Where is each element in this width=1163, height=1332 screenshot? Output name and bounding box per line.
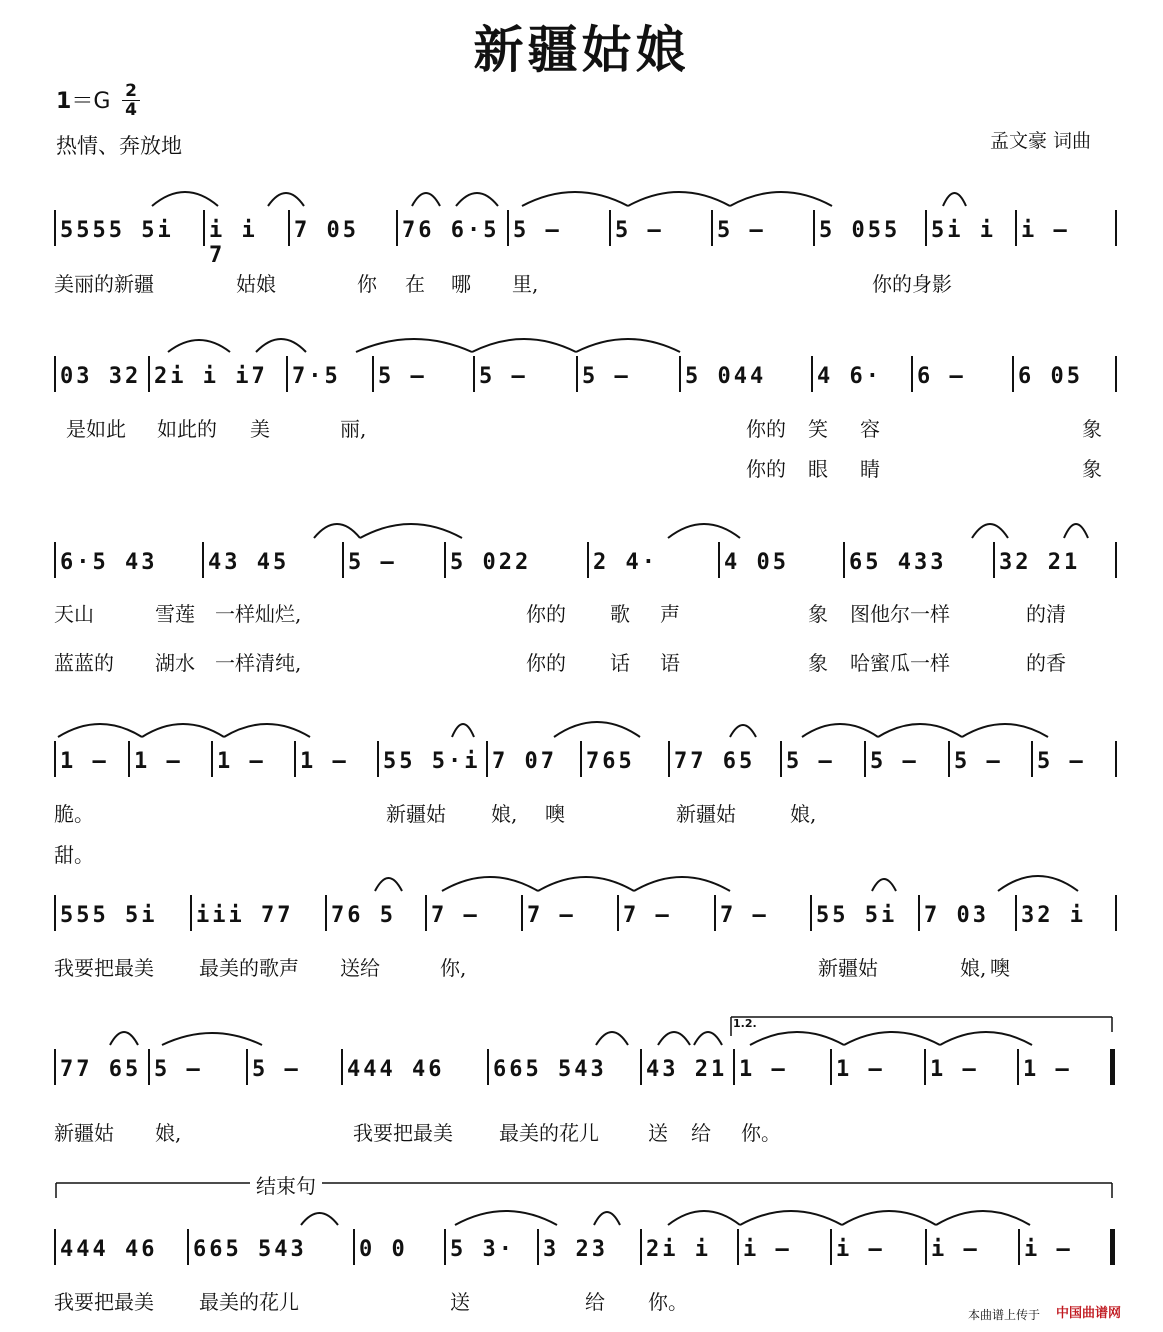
- slur: [168, 340, 230, 352]
- lyric-word: 图他尔一样: [850, 602, 950, 626]
- slur: [538, 877, 634, 891]
- measure: 32 i: [1021, 903, 1086, 928]
- lyric-word: 歌: [610, 602, 630, 626]
- bar-line: [711, 210, 713, 246]
- measure: 65 433: [849, 550, 947, 575]
- bar-line: [148, 356, 150, 392]
- bar-line: [372, 356, 374, 392]
- lyric-word: 你。: [741, 1121, 781, 1145]
- measure: 4 6·: [817, 364, 882, 389]
- slur: [268, 193, 304, 206]
- bar-line: [1015, 895, 1017, 931]
- bar-line: [813, 210, 815, 246]
- measure: 1 –: [60, 749, 109, 774]
- slur: [412, 193, 440, 206]
- lyric-word: 美丽的新疆: [54, 272, 154, 296]
- bar-line: [444, 542, 446, 578]
- lyric-word: 你的身影: [872, 272, 952, 296]
- lyric-word: 哈蜜瓜一样: [850, 651, 950, 675]
- measure: 3 23: [543, 1237, 608, 1262]
- bar-line: [918, 895, 920, 931]
- bar-line: [925, 210, 927, 246]
- bar-line: [714, 895, 716, 931]
- measure: 32 21: [999, 550, 1081, 575]
- measure: 1 –: [930, 1057, 979, 1082]
- slur: [142, 724, 224, 737]
- bar-line: [54, 210, 56, 246]
- measure: 6 05: [1018, 364, 1083, 389]
- measure: 4 05: [724, 550, 789, 575]
- measure: 76 5: [331, 903, 396, 928]
- song-title: 新疆姑娘: [473, 20, 690, 79]
- measure: 555 5i: [60, 903, 158, 928]
- measure: 7 03: [924, 903, 989, 928]
- measure: 5 –: [252, 1057, 301, 1082]
- measure: 7 –: [623, 903, 672, 928]
- measure: 5 –: [348, 550, 397, 575]
- measure: i –: [931, 1237, 980, 1262]
- lyric-word: 你的: [746, 417, 786, 441]
- lyric-word: 送给: [340, 956, 380, 980]
- measure: iii 77: [196, 903, 294, 928]
- bar-line: [507, 210, 509, 246]
- bar-line: [288, 210, 290, 246]
- slur: [730, 192, 832, 206]
- lyric-word: 在: [405, 272, 425, 296]
- bar-line: [342, 542, 344, 578]
- bar-line: [537, 1229, 539, 1265]
- slur: [452, 724, 474, 737]
- lyric-word: 话: [610, 651, 630, 675]
- slur: [802, 724, 878, 737]
- lyric-word: 哪: [451, 272, 471, 296]
- slur: [628, 192, 730, 206]
- lyric-word: 天山: [54, 602, 94, 626]
- bar-line: [1015, 210, 1017, 246]
- measure: 5 –: [513, 218, 562, 243]
- bar-line: [580, 741, 582, 777]
- bar-line: [396, 210, 398, 246]
- slur: [522, 192, 628, 206]
- slur: [576, 339, 680, 352]
- measure: i –: [743, 1237, 792, 1262]
- bar-line: [1012, 356, 1014, 392]
- lyric-word: 娘,: [155, 1121, 182, 1145]
- slur: [256, 339, 306, 352]
- lyric-word: 蓝蓝的: [54, 651, 114, 675]
- bar-line: [830, 1229, 832, 1265]
- staff-line-1: [0, 206, 1163, 268]
- lyric-row-4-2: [0, 839, 1163, 869]
- slur: [456, 193, 498, 206]
- bar-line: [486, 741, 488, 777]
- slur: [668, 1211, 740, 1225]
- bar-line: [733, 1049, 735, 1085]
- measure: 1 –: [1023, 1057, 1072, 1082]
- slur: [375, 878, 402, 891]
- bar-line: [640, 1229, 642, 1265]
- lyric-word: 送: [450, 1290, 470, 1314]
- lyric-word: 我要把最美: [54, 956, 154, 980]
- bar-line: [353, 1229, 355, 1265]
- bar-line: [1115, 895, 1117, 931]
- slur: [972, 524, 1008, 538]
- bar-line: [203, 210, 205, 246]
- staff-line-4: [0, 737, 1163, 781]
- lyric-row-2-2: [0, 453, 1163, 483]
- slur: [872, 879, 896, 891]
- bar-line: [54, 895, 56, 931]
- lyric-word: 给: [691, 1121, 711, 1145]
- bar-line: [54, 741, 56, 777]
- lyric-word: 你: [357, 272, 377, 296]
- measure: 5i i: [931, 218, 996, 243]
- lyric-word: 象: [1082, 417, 1102, 441]
- bar-line: [341, 1049, 343, 1085]
- bar-line: [190, 895, 192, 931]
- lyric-word: 你的: [526, 602, 566, 626]
- measure: 1 –: [836, 1057, 885, 1082]
- lyric-word: 语: [660, 651, 680, 675]
- bar-line: [325, 895, 327, 931]
- staff-line-6: [0, 1045, 1163, 1089]
- measure: 5 –: [378, 364, 427, 389]
- bar-line: [679, 356, 681, 392]
- lyric-word: 你的: [526, 651, 566, 675]
- slur: [844, 1032, 940, 1045]
- lyric-row-4-1: [0, 798, 1163, 828]
- measure: 5 –: [717, 218, 766, 243]
- slur: [943, 193, 966, 206]
- lyric-word: 象: [808, 651, 828, 675]
- bar-line: [1115, 741, 1117, 777]
- staff-line-5: [0, 891, 1163, 935]
- slur: [842, 1211, 936, 1225]
- lyric-word: 娘,: [491, 802, 518, 826]
- bar-line: [1031, 741, 1033, 777]
- ending-section-label: 结束句: [250, 1170, 322, 1199]
- measure: 5555 5i: [60, 218, 174, 243]
- lyric-word: 美: [250, 417, 270, 441]
- bar-line: [187, 1229, 189, 1265]
- measure: i i 7: [209, 218, 258, 268]
- measure: 665 543: [493, 1057, 607, 1082]
- slur: [740, 1211, 842, 1225]
- lyric-row-1-1: [0, 268, 1163, 298]
- bar-line: [54, 1049, 56, 1085]
- measure: 2 4·: [593, 550, 658, 575]
- lyric-word: 容: [860, 417, 880, 441]
- lyric-word: 噢: [990, 956, 1010, 980]
- bar-line: [521, 895, 523, 931]
- lyric-word: 我要把最美: [54, 1290, 154, 1314]
- measure: i –: [1024, 1237, 1073, 1262]
- measure: 5 –: [870, 749, 919, 774]
- bar-line: [1115, 356, 1117, 392]
- bar-line: [911, 356, 913, 392]
- lyric-word: 给: [585, 1290, 605, 1314]
- bar-line: [286, 356, 288, 392]
- measure: 7 –: [720, 903, 769, 928]
- bar-line: [202, 542, 204, 578]
- lyric-word: 我要把最美: [353, 1121, 453, 1145]
- lyric-row-6-1: [0, 1117, 1163, 1147]
- lyric-word: 最美的花儿: [499, 1121, 599, 1145]
- bar-line: [864, 741, 866, 777]
- lyric-word: 声: [660, 602, 680, 626]
- bar-line: [587, 542, 589, 578]
- measure: i –: [836, 1237, 885, 1262]
- lyric-word: 新疆姑: [54, 1121, 114, 1145]
- measure: 03 32: [60, 364, 142, 389]
- slur: [750, 1032, 844, 1045]
- bar-line: [425, 895, 427, 931]
- key-signature: [56, 84, 110, 115]
- lyric-word: 最美的花儿: [199, 1290, 299, 1314]
- key-equals: ＝G: [71, 89, 111, 114]
- site-logo: 中国曲谱网: [1056, 1306, 1122, 1321]
- measure: 77 65: [60, 1057, 142, 1082]
- bar-line: [617, 895, 619, 931]
- bar-line: [1115, 210, 1117, 246]
- lyric-word: 新疆姑: [818, 956, 878, 980]
- bar-line: [924, 1049, 926, 1085]
- bar-line: [1110, 1229, 1115, 1265]
- staff-line-3: [0, 538, 1163, 582]
- measure: 5 055: [819, 218, 901, 243]
- measure: i –: [1021, 218, 1070, 243]
- lyric-word: 一样灿烂,: [215, 602, 302, 626]
- slur: [110, 1032, 138, 1045]
- bar-line: [993, 542, 995, 578]
- bar-line: [609, 210, 611, 246]
- lyric-word: 送: [648, 1121, 668, 1145]
- slur: [360, 524, 462, 538]
- lyric-word: 的香: [1026, 651, 1066, 675]
- lyric-word: 丽,: [340, 417, 367, 441]
- slur: [730, 725, 756, 737]
- bar-line: [1018, 1229, 1020, 1265]
- key-mark: 1: [56, 89, 72, 114]
- lyric-word: 湖水: [155, 651, 195, 675]
- slur: [301, 1213, 338, 1225]
- lyric-word: 是如此: [66, 417, 126, 441]
- measure: 7 –: [527, 903, 576, 928]
- slur: [1064, 524, 1088, 538]
- lyric-word: 你的: [746, 457, 786, 481]
- slur: [878, 724, 962, 737]
- bar-line: [487, 1049, 489, 1085]
- lyric-word: 睛: [860, 457, 880, 481]
- lyric-row-5-1: [0, 952, 1163, 982]
- measure: 444 46: [60, 1237, 158, 1262]
- slur: [162, 1033, 262, 1045]
- slur: [694, 1032, 722, 1045]
- measure: 7 07: [492, 749, 557, 774]
- time-signature: [122, 82, 140, 119]
- slur: [594, 1212, 620, 1225]
- lyric-word: 雪莲: [155, 602, 195, 626]
- bar-line: [211, 741, 213, 777]
- staff-line-2: [0, 352, 1163, 396]
- lyric-word: 甜。: [54, 843, 94, 867]
- bar-line: [925, 1229, 927, 1265]
- lyric-word: 娘,: [790, 802, 817, 826]
- measure: 0 0: [359, 1237, 408, 1262]
- bar-line: [948, 741, 950, 777]
- time-sig-bottom: 4: [122, 100, 140, 119]
- lyric-word: 娘,: [960, 956, 987, 980]
- slur: [455, 1211, 557, 1225]
- bar-line: [830, 1049, 832, 1085]
- lyric-word: 姑娘: [236, 272, 276, 296]
- tempo-marking: 热情、奔放地: [56, 134, 182, 158]
- measure: 5 –: [615, 218, 664, 243]
- volta-label: 1.2.: [733, 1017, 757, 1030]
- measure: 5 –: [154, 1057, 203, 1082]
- measure: 7 –: [431, 903, 480, 928]
- slur: [634, 877, 730, 891]
- bar-line: [811, 356, 813, 392]
- measure: 76 6·5: [402, 218, 500, 243]
- lyric-row-3-2: [0, 647, 1163, 677]
- measure: 765: [586, 749, 635, 774]
- lyric-word: 脆。: [54, 802, 94, 826]
- slur: [998, 876, 1078, 891]
- measure: 5 3·: [450, 1237, 515, 1262]
- bar-line: [54, 542, 56, 578]
- slur: [596, 1032, 628, 1045]
- bar-line: [843, 542, 845, 578]
- bar-line: [473, 356, 475, 392]
- upload-credit: 本曲谱上传于: [968, 1308, 1041, 1322]
- measure: 5 –: [954, 749, 1003, 774]
- bar-line: [718, 542, 720, 578]
- measure: 1 –: [134, 749, 183, 774]
- bar-line: [444, 1229, 446, 1265]
- staff-line-7: [0, 1225, 1163, 1269]
- bar-line: [294, 741, 296, 777]
- lyric-word: 象: [1082, 457, 1102, 481]
- slur: [152, 192, 218, 206]
- measure: 665 543: [193, 1237, 307, 1262]
- measure: 55 5·i: [383, 749, 481, 774]
- measure: 55 5i: [816, 903, 898, 928]
- lyric-word: 笑: [808, 417, 828, 441]
- lyric-row-3-1: [0, 598, 1163, 628]
- bar-line: [1110, 1049, 1115, 1085]
- slur: [668, 524, 740, 538]
- lyric-word: 你,: [440, 956, 467, 980]
- measure: 2i i i7: [154, 364, 268, 389]
- measure: 6·5 43: [60, 550, 158, 575]
- lyric-row-7-1: [0, 1286, 1163, 1316]
- bar-line: [780, 741, 782, 777]
- lyric-word: 最美的歌声: [199, 956, 299, 980]
- slur: [442, 877, 538, 891]
- bar-line: [668, 741, 670, 777]
- slur: [356, 339, 472, 352]
- measure: 1 –: [300, 749, 349, 774]
- measure: 1 –: [217, 749, 266, 774]
- measure: 77 65: [674, 749, 756, 774]
- measure: 6 –: [917, 364, 966, 389]
- bar-line: [576, 356, 578, 392]
- measure: 5 –: [1037, 749, 1086, 774]
- slur: [472, 339, 576, 352]
- lyric-word: 如此的: [157, 417, 217, 441]
- bar-line: [810, 895, 812, 931]
- measure: 43 21: [646, 1057, 728, 1082]
- measure: 7 05: [294, 218, 359, 243]
- measure: 2i i: [646, 1237, 711, 1262]
- slur: [658, 1032, 690, 1045]
- bar-line: [737, 1229, 739, 1265]
- measure: 5 –: [479, 364, 528, 389]
- slur: [554, 722, 640, 737]
- lyric-word: 一样清纯,: [215, 651, 302, 675]
- lyric-word: 新疆姑: [676, 802, 736, 826]
- measure: 5 044: [685, 364, 767, 389]
- bar-line: [1017, 1049, 1019, 1085]
- time-sig-top: 2: [125, 81, 137, 101]
- bar-line: [1115, 542, 1117, 578]
- lyric-row-2-1: [0, 413, 1163, 443]
- slur: [936, 1211, 1030, 1225]
- slur: [940, 1032, 1032, 1045]
- bar-line: [246, 1049, 248, 1085]
- bar-line: [54, 356, 56, 392]
- measure: 7·5: [292, 364, 341, 389]
- lyric-word: 的清: [1026, 602, 1066, 626]
- measure: 5 –: [582, 364, 631, 389]
- lyric-word: 新疆姑: [386, 802, 446, 826]
- measure: 43 45: [208, 550, 290, 575]
- slur: [224, 724, 310, 737]
- bar-line: [54, 1229, 56, 1265]
- measure: 1 –: [739, 1057, 788, 1082]
- lyric-word: 你。: [648, 1290, 688, 1314]
- measure: 5 –: [786, 749, 835, 774]
- lyric-word: 里,: [512, 272, 539, 296]
- bar-line: [377, 741, 379, 777]
- bar-line: [640, 1049, 642, 1085]
- lyric-word: 象: [808, 602, 828, 626]
- lyric-word: 噢: [545, 802, 565, 826]
- bar-line: [128, 741, 130, 777]
- measure: 444 46: [347, 1057, 445, 1082]
- slur: [962, 724, 1048, 737]
- slur: [58, 724, 142, 737]
- composer-credit: 孟文豪 词曲: [990, 130, 1092, 152]
- bar-line: [148, 1049, 150, 1085]
- lyric-word: 眼: [808, 457, 828, 481]
- slur: [314, 524, 360, 538]
- measure: 5 022: [450, 550, 532, 575]
